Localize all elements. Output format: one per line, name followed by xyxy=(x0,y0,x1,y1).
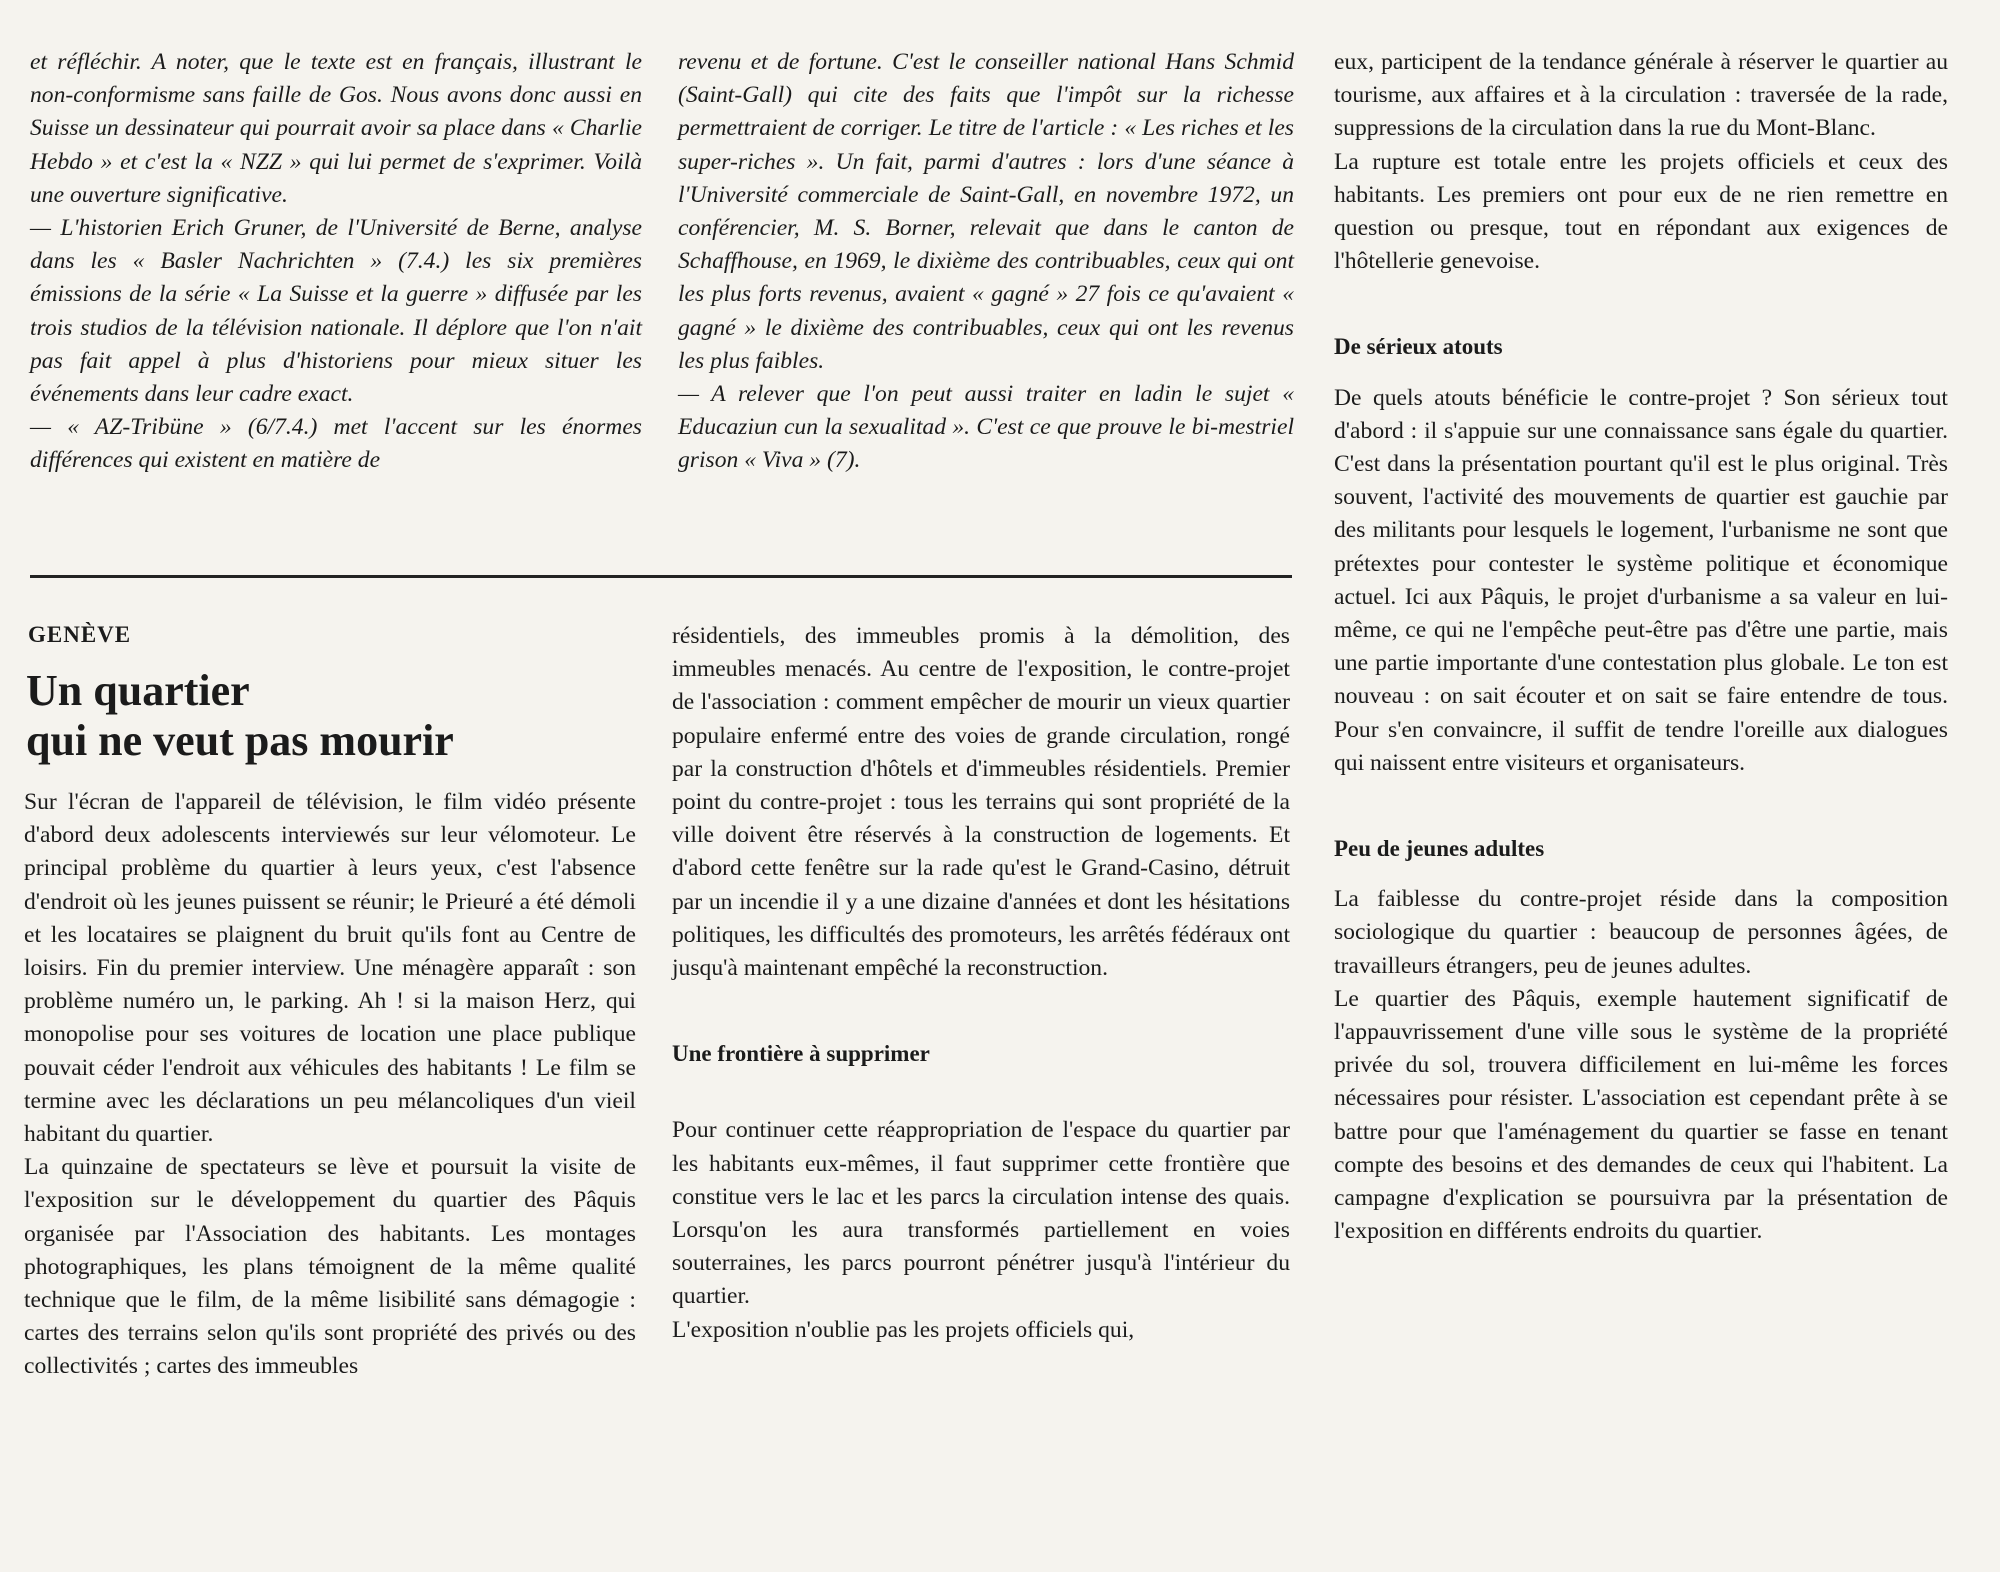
paragraph: — A relever que l'on peut aussi traiter en ladin le sujet « Educaziun cun la sexualitad ». C'est ce que prouve le bi-mestriel grison « Viva » (7). xyxy=(678,381,1294,474)
paragraph: résidentiels, des immeubles promis à la démolition, des immeubles menacés. Au centre de l'exposition, le contre-projet de l'association : comment empêcher de mourir un vieux quartier populaire enfermé entre des voies de grande circulation, rongé par la construction d'hôtels et d'immeubles résidentiels. Premier point du contre-projet : tous les terrains qui sont propriété de la ville doivent être réservés à la construction de logements. Et d'abord cette fenêtre sur la rade qu'est le Grand-Casino, détruit par un incendie il y a une dizaine d'années et dont les hésitations politiques, les difficultés des promoteurs, les arrêtés fédéraux ont jusqu'à maintenant empêché la reconstruction. xyxy=(672,623,1290,982)
paragraph: La faiblesse du contre-projet réside dans la composition sociologique du quartier : beaucoup de personnes âgées, de travailleurs étrangers, peu de jeunes adultes. xyxy=(1334,886,1948,979)
paragraph: eux, participent de la tendance générale à réserver le quartier au tourisme, aux affaires et à la circulation : traversée de la rade, suppressions de la circulation dans la rue du Mont-Blanc. xyxy=(1334,49,1948,142)
paragraph: Le quartier des Pâquis, exemple hautement significatif de l'appauvrissement d'une ville sous le système de la propriété privée du sol, trouvera difficilement en lui-même les forces nécessaires pour résister. L'association est cependant prête à se battre pour que l'aménagement du quartier se fasse en tenant compte des besoins et des demandes de ceux qui l'habitent. La campagne d'explication se poursuivra par la présentation de l'exposition en différents endroits du quartier. xyxy=(1334,985,1948,1245)
paragraph: et réfléchir. A noter, que le texte est en français, illustrant le non-conformisme sans faille de Gos. Nous avons donc aussi en Suisse un dessinateur qui pourrait avoir sa place dans « Charlie Hebdo » et c'est la « NZZ » qui lui permet de s'exprimer. Voilà une ouverture significative. xyxy=(30,49,642,208)
top-column-1 xyxy=(30,46,642,478)
headline-line-2: qui ne veut pas mourir xyxy=(26,716,454,765)
section-divider xyxy=(30,575,1292,578)
section-kicker: GENÈVE xyxy=(28,622,132,647)
paragraph: — « AZ-Tribüne » (6/7.4.) met l'accent sur les énormes différences qui existent en matière de xyxy=(30,414,642,474)
paragraph: La quinzaine de spectateurs se lève et poursuit la visite de l'exposition sur le développement du quartier des Pâquis organisée par l'Association des habitants. Les montages photographiques, les plans témoignent de la même qualité technique que le film, de la même lisibilité sans démagogie : cartes des terrains selon qu'ils sont propriété des privés ou des collectivités ; cartes des immeubles xyxy=(24,1154,636,1380)
top-column-2 xyxy=(678,46,1294,478)
paragraph: La rupture est totale entre les projets officiels et ceux des habitants. Les premiers ont pour eux de ne rien remettre en question ou presque, tout en répondant aux exigences de l'hôtellerie genevoise. xyxy=(1334,148,1948,275)
subheading: Peu de jeunes adultes xyxy=(1334,836,1545,862)
article-column-3 xyxy=(1334,46,1948,1249)
article-column-2 xyxy=(672,620,1290,1347)
paragraph: De quels atouts bénéficie le contre-projet ? Son sérieux tout d'abord : il s'appuie sur une connaissance sans égale du quartier. C'est dans la présentation pourtant qu'il est le plus original. Très souvent, l'activité des mouvements de quartier est gauchie par des militants pour lesquels le logement, l'urbanisme ne sont que prétextes pour contester le système politique et économique actuel. Ici aux Pâquis, le projet d'urbanisme a sa valeur en lui-même, ce qui ne l'empêche peut-être pas d'être une partie, mais une partie importante d'une contestation plus globale. Le ton est nouveau : on sait écouter et on sait se faire entendre de tous. Pour s'en convaincre, il suffit de tendre l'oreille aux dialogues qui naissent entre visiteurs et organisateurs. xyxy=(1334,384,1948,776)
paragraph: L'exposition n'oublie pas les projets officiels qui, xyxy=(672,1316,1135,1343)
subheading: De sérieux atouts xyxy=(1334,334,1503,360)
paragraph: Pour continuer cette réappropriation de l'espace du quartier par les habitants eux-mêmes, il faut supprimer cette frontière que constitue vers le lac et les parcs la circulation intense des quais. Lorsqu'on les aura transformés partiellement en voies souterraines, les parcs pourront pénétrer jusqu'à l'intérieur du quartier. xyxy=(672,1117,1290,1310)
subheading: Une frontière à supprimer xyxy=(672,1041,930,1067)
paragraph: Sur l'écran de l'appareil de télévision, le film vidéo présente d'abord deux adolescents interviewés sur leur vélomoteur. Le principal problème du quartier à leurs yeux, c'est l'absence d'endroit où les jeunes puissent se réunir; le Prieuré a été démoli et les locataires se plaignent du bruit qu'ils font au Centre de loisirs. Fin du premier interview. Une ménagère apparaît : son problème numéro un, le parking. Ah ! si la maison Herz, qui monopolise pour ses voitures de location une place publique pouvait céder l'endroit aux véhicules des habitants ! Le film se termine avec les déclarations un peu mélancoliques d'un vieil habitant du quartier. xyxy=(24,789,636,1148)
paragraph: revenu et de fortune. C'est le conseiller national Hans Schmid (Saint-Gall) qui cite des faits que l'impôt sur la richesse permettraient de corriger. Le titre de l'article : « Les riches et les super-riches ». Un fait, parmi d'autres : lors d'une séance à l'Université commerciale de Saint-Gall, en novembre 1972, un conférencier, M. S. Borner, relevait que dans le canton de Schaffhouse, en 1969, le dixième des contribuables, ceux qui ont les plus forts revenus, avaient « gagné » 27 fois ce qu'avaient « gagné » le dixième des contribuables, ceux qui ont les revenus les plus faibles. xyxy=(678,49,1294,374)
article-column-1 xyxy=(24,786,636,1384)
headline-line-1: Un quartier xyxy=(26,666,250,715)
article-headline xyxy=(26,666,646,766)
paragraph: — L'historien Erich Gruner, de l'Université de Berne, analyse dans les « Basler Nachrichten » (7.4.) les six premières émissions de la série « La Suisse et la guerre » diffusée par les trois studios de la télévision nationale. Il déplore que l'on n'ait pas fait appel à plus d'historiens pour mieux situer les événements dans leur cadre exact. xyxy=(30,215,642,408)
